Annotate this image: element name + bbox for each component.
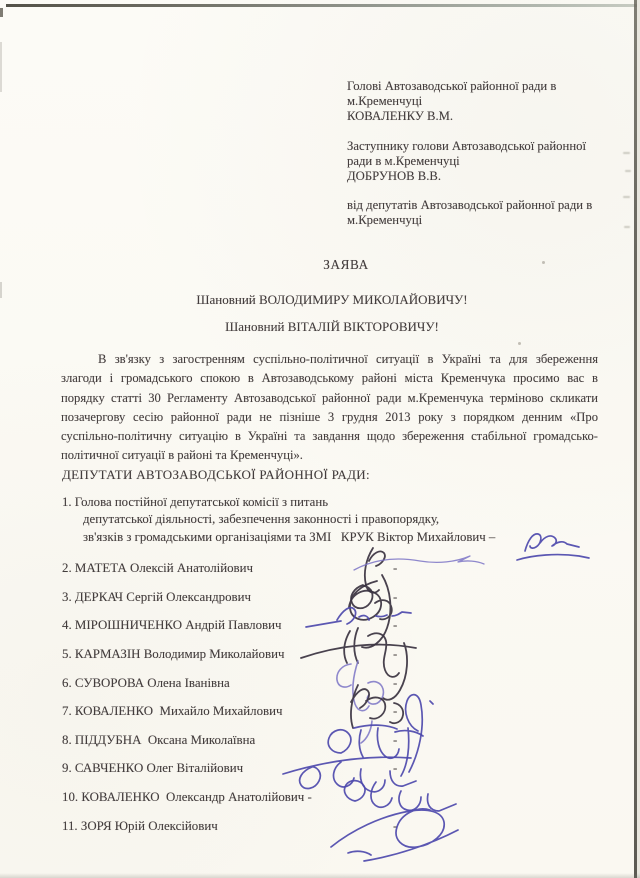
recipient-1 — [347, 79, 609, 124]
deputy-row — [62, 790, 462, 819]
recipient-name: КОВАЛЕНКУ В.М. — [347, 108, 454, 123]
recipient-line: Заступнику голови Автозаводської районної — [347, 138, 586, 153]
scan-artifact — [624, 226, 630, 228]
deputy-item-1 — [62, 494, 495, 546]
body-paragraph — [61, 350, 598, 466]
deputy-dash: - — [393, 675, 398, 690]
deputy-dash: - — [393, 761, 398, 776]
recipient-line: Голові Автозаводської районної ради в — [347, 79, 557, 93]
deputies-heading: ДЕПУТАТИ АВТОЗАВОДСЬКОЇ РАЙОННОЇ РАДИ: — [62, 467, 370, 482]
sender-block — [347, 198, 609, 228]
body-line: В зв'язку з загостренням суспільно-політичної ситуації в Україні та для збереження — [98, 352, 598, 366]
deputy-row — [62, 561, 462, 590]
recipient-2 — [347, 139, 609, 184]
deputy-dash: - — [393, 732, 398, 747]
body-line: злагоди і громадського спокою в Автозаводському районі міста Кременчука просимо вас в — [61, 371, 598, 386]
recipient-line: м.Кременчуці — [347, 93, 423, 108]
deputy-item-1-line: зв'язків з громадськими організаціями та ЗМІ КРУК Віктор Михайлович – — [83, 529, 496, 544]
deputies-list — [62, 561, 462, 847]
deputy-row — [62, 676, 462, 705]
document-title: ЗАЯВА — [323, 257, 369, 272]
scan-artifact — [0, 8, 3, 17]
deputy-name: 3. ДЕРКАЧ Сергій Олександрович — [62, 589, 252, 604]
deputy-row — [62, 618, 462, 647]
deputy-dash: - — [393, 646, 398, 661]
deputy-row — [62, 733, 462, 762]
deputy-row — [62, 761, 462, 790]
deputy-name: 7. КОВАЛЕНКО Михайло Михайлович — [62, 704, 283, 719]
deputy-name: 9. САВЧЕНКО Олег Віталійович — [62, 761, 244, 776]
deputy-name: 5. КАРМАЗІН Володимир Миколайович — [62, 646, 285, 661]
recipient-block — [347, 79, 609, 243]
salutation-2: Шановний ВІТАЛІЙ ВІКТОРОВИЧУ! — [225, 319, 439, 334]
deputy-row — [62, 819, 462, 848]
deputy-dash: - — [393, 589, 398, 604]
body-line: позачергову сесію районної ради не пізніше 3 грудня 2013 року з порядком денним «Про — [61, 409, 598, 424]
deputy-dash: - — [393, 561, 398, 575]
body-line: порядку статті 30 Регламенту Автозаводської районної ради м.Кременчука терміново скликати — [61, 390, 598, 405]
salutation-1: Шановний ВОЛОДИМИРУ МИКОЛАЙОВИЧУ! — [196, 292, 468, 307]
scan-artifact — [0, 282, 2, 298]
scan-edge-top — [6, 4, 640, 7]
deputy-name: 4. МІРОШНИЧЕНКО Андрій Павлович — [62, 618, 282, 633]
deputy-item-1-line: депутатської діяльності, забезпечення законності і правопорядку, — [83, 512, 440, 527]
scan-artifact — [0, 42, 2, 92]
deputy-item-1-line: 1. Голова постійної депутатської комісії з питань — [62, 495, 329, 509]
sender-line: м.Кременчуці — [347, 213, 423, 228]
deputy-name: 2. МАТЕТА Олексій Анатолійович — [62, 561, 254, 575]
body-line: політичної ситуації в районі та Кременчуці». — [61, 448, 303, 463]
deputy-name: 6. СУВОРОВА Олена Іванівна — [62, 675, 230, 690]
sender-line: від депутатів Автозаводської районної ради в — [347, 198, 593, 213]
scan-edge-right — [634, 0, 637, 878]
deputy-row — [62, 704, 462, 733]
deputy-row — [62, 590, 462, 619]
scan-artifact — [623, 152, 630, 154]
deputy-dash: - — [393, 618, 398, 633]
deputy-dash: - — [393, 704, 398, 719]
deputy-row — [62, 647, 462, 676]
deputy-name: 8. ПІДДУБНА Оксана Миколаївна — [62, 732, 256, 747]
recipient-name: ДОБРУНОВ В.В. — [347, 168, 442, 183]
signature-kruk — [525, 534, 579, 551]
body-line: суспільно-політичну ситуацію в Україні та завдання щодо збереження стабільної громадсько- — [61, 429, 598, 444]
deputy-dash: - — [393, 818, 398, 833]
scan-edge-bottom — [0, 873, 640, 878]
recipient-line: ради в м.Кременчуці — [347, 153, 460, 168]
deputy-name: 11. ЗОРЯ Юрій Олексійович — [62, 818, 218, 833]
signature-kruk-underline — [517, 555, 589, 560]
deputy-name: 10. КОВАЛЕНКО Олександр Анатолійович - — [62, 790, 312, 805]
scan-artifact — [623, 196, 630, 198]
scan-artifact — [625, 170, 631, 172]
scan-artifact — [518, 342, 521, 345]
